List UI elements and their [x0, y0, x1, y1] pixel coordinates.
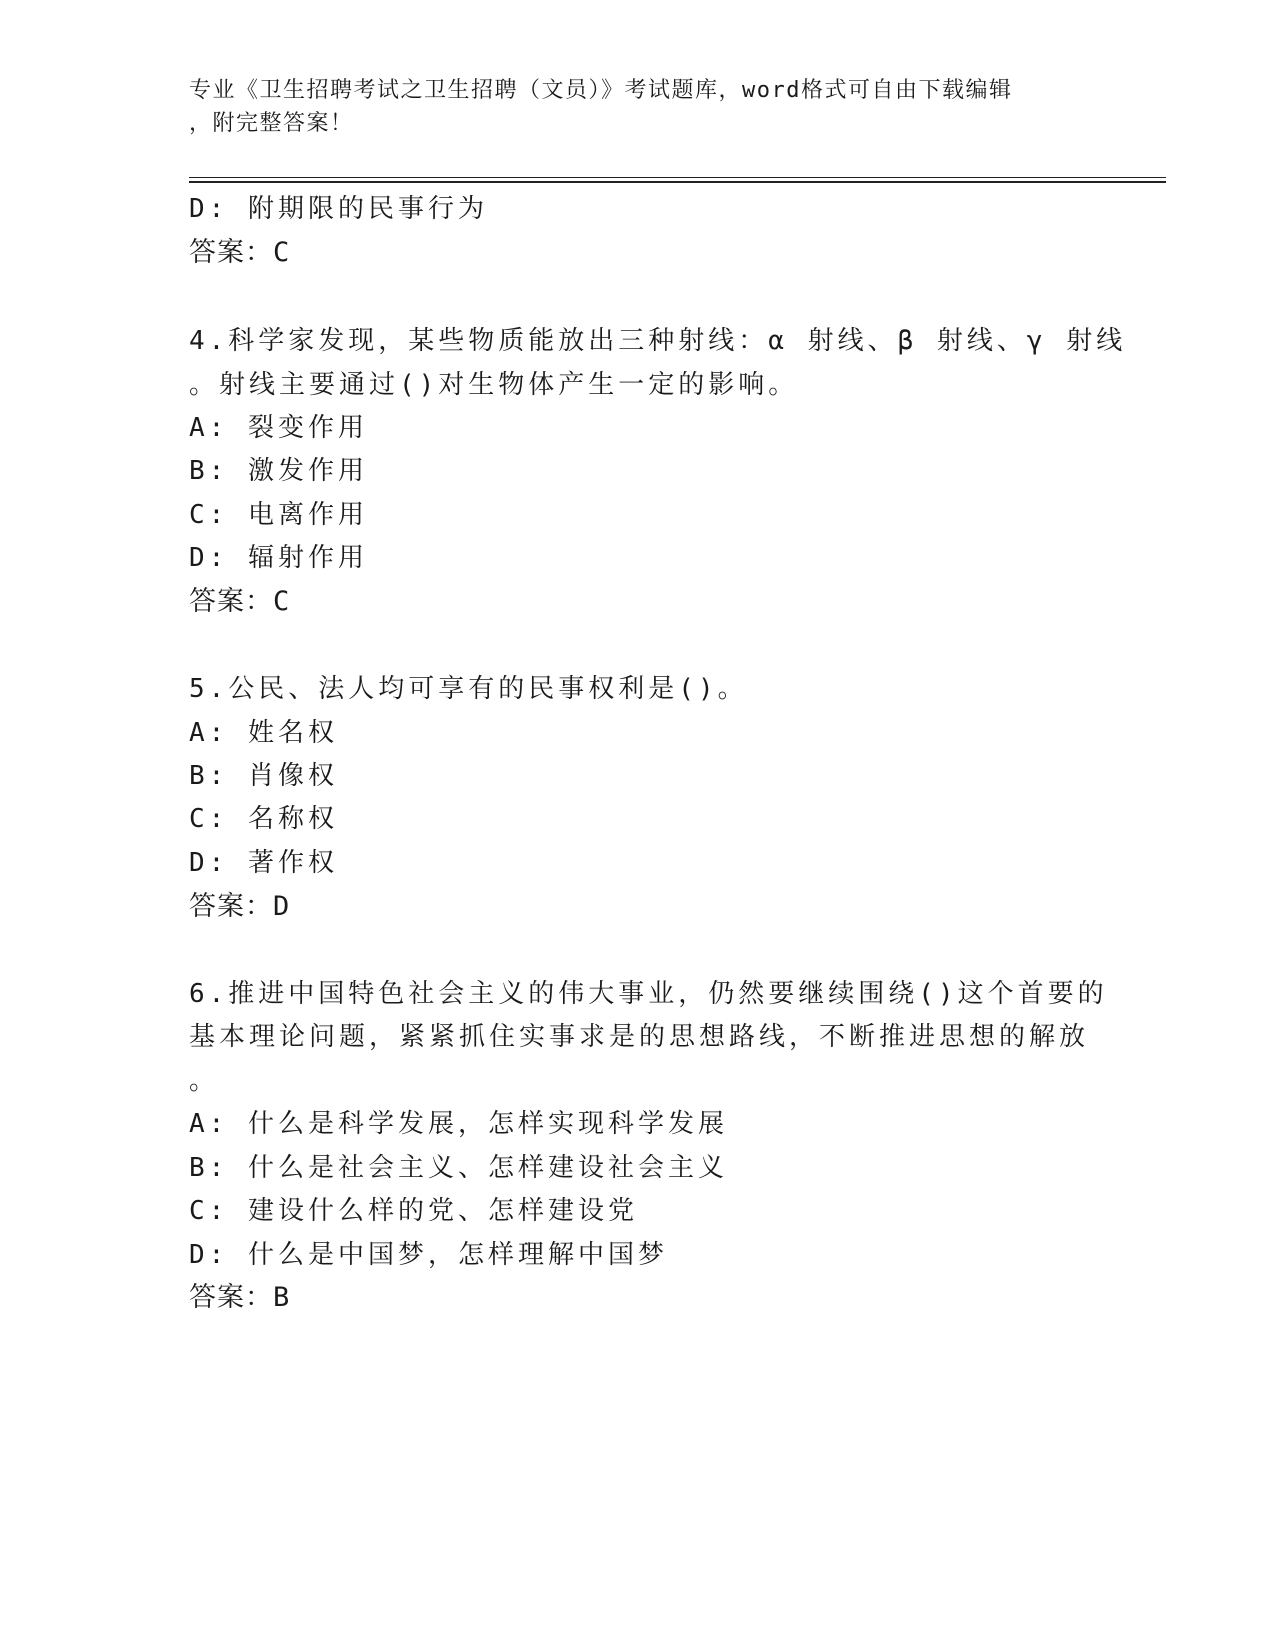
- q6-option-a: A: 什么是科学发展，怎样实现科学发展: [189, 1109, 728, 1139]
- q6-stem-line-2: 基本理论问题，紧紧抓住实事求是的思想路线，不断推进思想的解放: [189, 1022, 1090, 1052]
- q4-option-d: D: 辐射作用: [189, 543, 368, 573]
- header-divider-thick: [189, 181, 1166, 183]
- q5-answer: [189, 891, 290, 923]
- header-line-1: 专业《卫生招聘考试之卫生招聘（文员）》考试题库，word格式可自由下载编辑: [189, 78, 1013, 103]
- q6-answer: [189, 1282, 290, 1314]
- q6-answer-label: 答案：: [189, 1282, 273, 1313]
- q3-option-d: D: 附期限的民事行为: [189, 194, 488, 224]
- header-line-2: ，附完整答案！: [189, 111, 354, 136]
- q5-stem-line-1: 5.公民、法人均可享有的民事权利是()。: [189, 674, 748, 704]
- q5-answer-label: 答案：: [189, 891, 273, 922]
- q4-stem-line-1: 4.科学家发现，某些物质能放出三种射线：α 射线、β 射线、γ 射线: [189, 326, 1127, 356]
- q6-stem-line-1: 6.推进中国特色社会主义的伟大事业，仍然要继续围绕()这个首要的: [189, 979, 1108, 1009]
- q6-stem-line-3: 。: [189, 1066, 220, 1096]
- q4-answer-value: C: [273, 586, 291, 617]
- header-divider-thin: [189, 177, 1166, 178]
- q5-answer-value: D: [273, 891, 291, 922]
- q5-option-d: D: 著作权: [189, 848, 338, 878]
- q5-option-c: C: 名称权: [189, 804, 338, 834]
- q4-option-c: C: 电离作用: [189, 500, 368, 530]
- q6-option-d: D: 什么是中国梦，怎样理解中国梦: [189, 1240, 668, 1270]
- q4-option-a: A: 裂变作用: [189, 413, 368, 443]
- q4-answer: [189, 586, 290, 618]
- q6-answer-value: B: [273, 1282, 291, 1313]
- q4-option-b: B: 激发作用: [189, 456, 368, 486]
- q3-answer-label: 答案：: [189, 237, 273, 268]
- q3-answer: [189, 237, 290, 269]
- document-header: [189, 74, 1069, 140]
- q4-stem-line-2: 。射线主要通过()对生物体产生一定的影响。: [189, 370, 799, 400]
- q5-option-a: A: 姓名权: [189, 718, 338, 748]
- q6-option-b: B: 什么是社会主义、怎样建设社会主义: [189, 1153, 728, 1183]
- q5-option-b: B: 肖像权: [189, 761, 338, 791]
- q4-answer-label: 答案：: [189, 586, 273, 617]
- q3-answer-value: C: [273, 237, 291, 268]
- q6-option-c: C: 建设什么样的党、怎样建设党: [189, 1196, 638, 1226]
